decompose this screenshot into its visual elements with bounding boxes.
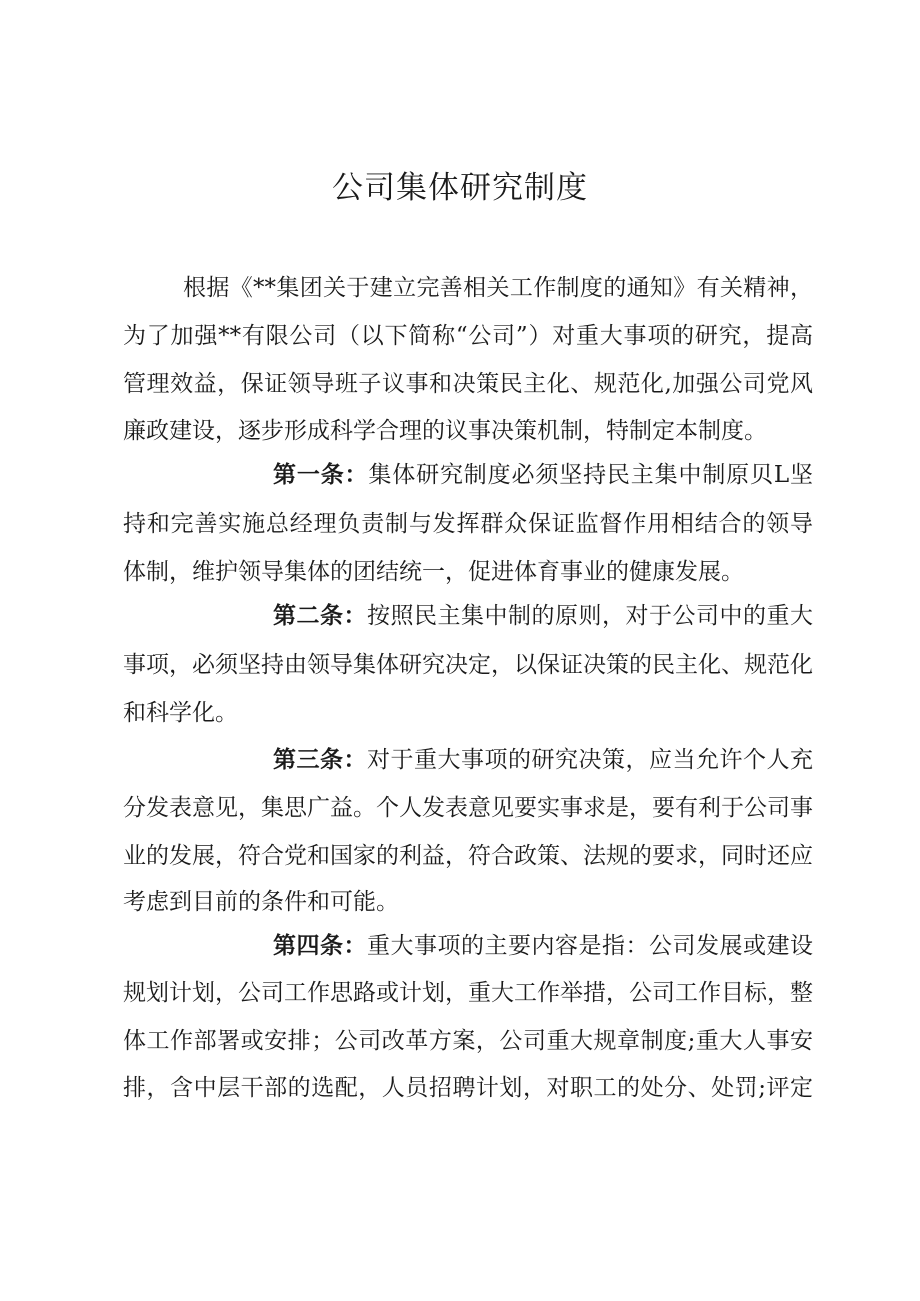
article-3-first-line: [273, 740, 813, 780]
article-1-label: 第一条：: [273, 461, 369, 488]
article-1-text: 集体研究制度必须坚持民主集中制原贝L坚: [368, 462, 813, 488]
article-3-text: 对于重大事项的研究决策，应当允许个人充: [367, 747, 813, 773]
article-4-label: 第四条：: [273, 932, 367, 959]
article-4-line: 规划计划，公司工作思路或计划，重大工作举措，公司工作目标，整: [123, 980, 813, 1006]
preamble-line: 根据《**集团关于建立完善相关工作制度的通知》有关精神，: [183, 275, 813, 301]
article-4-text: 重大事项的主要内容是指：公司发展或建设: [367, 933, 813, 959]
article-1-line: 体制，维护领导集体的团结统一，促进体育事业的健康发展。: [123, 559, 744, 585]
preamble-line: 管理效益，保证领导班子议事和决策民主化、规范化,加强公司党风: [123, 371, 813, 397]
article-1-first-line: [273, 455, 813, 495]
article-4-first-line: [273, 926, 813, 966]
article-3-label: 第三条：: [273, 746, 367, 773]
article-2-first-line: [273, 596, 813, 636]
article-2-line: 事项，必须坚持由领导集体研究决定，以保证决策的民主化、规范化: [123, 652, 813, 678]
article-3-line: 业的发展，符合党和国家的利益，符合政策、法规的要求，同时还应: [123, 843, 813, 869]
document-title: 公司集体研究制度: [332, 170, 588, 206]
article-4-line: 体工作部署或安排；公司改革方案，公司重大规章制度;重大人事安: [123, 1028, 813, 1054]
article-3-line: 考虑到目前的条件和可能。: [123, 889, 399, 915]
preamble-line: 为了加强**有限公司（以下简称“公司”）对重大事项的研究，提高: [123, 323, 813, 349]
article-1-line: 持和完善实施总经理负责制与发挥群众保证监督作用相结合的领导: [123, 511, 813, 537]
article-4-line: 排，含中层干部的选配，人员招聘计划，对职工的处分、处罚;评定: [123, 1075, 813, 1101]
article-2-text: 按照民主集中制的原则，对于公司中的重大: [367, 603, 813, 629]
preamble-line: 廉政建设，逐步形成科学合理的议事决策机制，特制定本制度。: [123, 418, 767, 444]
article-2-line: 和科学化。: [123, 700, 238, 726]
article-3-line: 分发表意见，集思广益。个人发表意见要实事求是，要有利于公司事: [123, 795, 813, 821]
article-2-label: 第二条：: [273, 602, 367, 629]
